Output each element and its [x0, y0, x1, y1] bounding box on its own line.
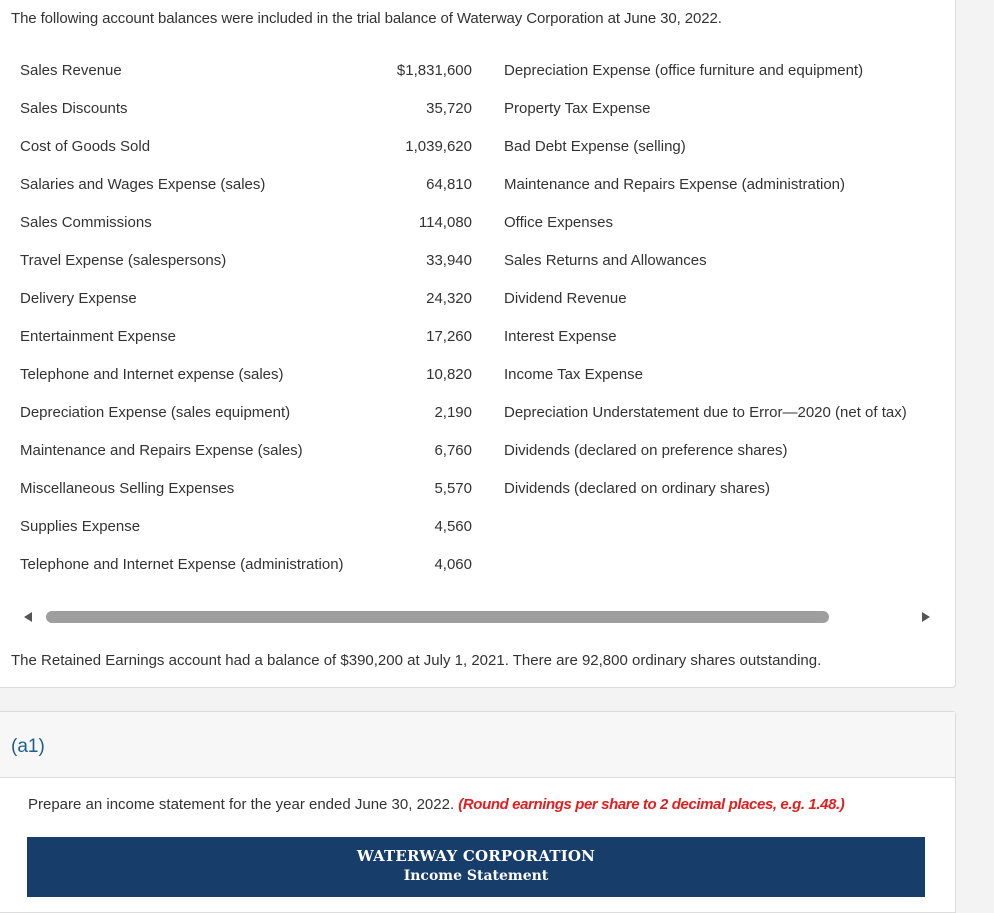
table-row — [0, 518, 955, 556]
table-row — [0, 62, 955, 100]
table-row — [0, 100, 955, 138]
horizontal-scrollbar[interactable] — [24, 609, 930, 625]
statement-title: Income Statement — [403, 868, 549, 884]
account-label-right: Income Tax Expense — [504, 366, 643, 383]
account-label-right: Maintenance and Repairs Expense (administration) — [504, 176, 846, 193]
account-label-right: Dividend Revenue — [504, 290, 627, 307]
account-amount: 6,760 — [434, 442, 472, 459]
scroll-right-arrow-icon[interactable] — [922, 612, 930, 622]
account-label: Salaries and Wages Expense (sales) — [20, 176, 266, 193]
account-label: Supplies Expense — [20, 518, 141, 535]
account-amount: 2,190 — [434, 404, 472, 421]
table-row — [0, 556, 955, 594]
table-row — [0, 480, 955, 518]
account-amount: $1,831,600 — [396, 62, 472, 79]
table-row — [0, 138, 955, 176]
account-label-right: Sales Returns and Allowances — [504, 252, 707, 269]
part-header — [0, 712, 955, 778]
instruction-main: Prepare an income statement for the year ended June 30, 2022. — [28, 796, 455, 813]
account-label: Sales Commissions — [20, 214, 152, 231]
account-label: Delivery Expense — [20, 290, 137, 307]
account-label-right: Office Expenses — [504, 214, 613, 231]
table-row — [0, 252, 955, 290]
account-label: Travel Expense (salespersons) — [20, 252, 227, 269]
account-amount: 4,060 — [434, 556, 472, 573]
account-label-right: Property Tax Expense — [504, 100, 651, 117]
table-row — [0, 404, 955, 442]
company-name: WATERWAY CORPORATION — [356, 847, 596, 865]
question-card — [0, 711, 956, 913]
account-label: Cost of Goods Sold — [20, 138, 151, 155]
part-label: (a1) — [11, 736, 45, 757]
account-label-right: Depreciation Expense (office furniture and equipment) — [504, 62, 864, 79]
account-amount: 10,820 — [426, 366, 472, 383]
account-amount: 114,080 — [418, 214, 472, 231]
account-label: Depreciation Expense (sales equipment) — [20, 404, 291, 421]
account-amount: 35,720 — [426, 100, 472, 117]
account-label-right: Interest Expense — [504, 328, 617, 345]
scrollbar-thumb[interactable] — [46, 611, 829, 623]
account-label-right: Bad Debt Expense (selling) — [504, 138, 686, 155]
table-row — [0, 290, 955, 328]
account-amount: 1,039,620 — [405, 138, 472, 155]
account-label: Entertainment Expense — [20, 328, 176, 345]
account-label: Sales Discounts — [20, 100, 128, 117]
account-label: Sales Revenue — [20, 62, 122, 79]
account-label-right: Dividends (declared on ordinary shares) — [504, 480, 770, 497]
scroll-left-arrow-icon[interactable] — [24, 612, 32, 622]
table-row — [0, 328, 955, 366]
table-row — [0, 366, 955, 404]
retained-earnings-note: The Retained Earnings account had a balance of $390,200 at July 1, 2021. There are 92,800 ordinary shares outstanding. — [11, 652, 822, 669]
table-row — [0, 176, 955, 214]
account-label: Telephone and Internet Expense (administration) — [20, 556, 344, 573]
account-amount: 4,560 — [434, 518, 472, 535]
statement-banner — [27, 837, 925, 897]
account-amount: 17,260 — [426, 328, 472, 345]
account-label: Miscellaneous Selling Expenses — [20, 480, 235, 497]
account-label-right: Depreciation Understatement due to Error—2020 (net of tax) — [504, 404, 907, 421]
account-amount: 5,570 — [434, 480, 472, 497]
rounding-note: (Round earnings per share to 2 decimal places, e.g. 1.48.) — [458, 796, 845, 813]
table-row — [0, 442, 955, 480]
instruction-text — [28, 796, 844, 813]
account-label-right: Dividends (declared on preference shares) — [504, 442, 788, 459]
account-amount: 33,940 — [426, 252, 472, 269]
account-label: Telephone and Internet expense (sales) — [20, 366, 284, 383]
account-amount: 64,810 — [426, 176, 472, 193]
account-label: Maintenance and Repairs Expense (sales) — [20, 442, 303, 459]
intro-text: The following account balances were included in the trial balance of Waterway Corporation at June 30, 2022. — [11, 10, 722, 27]
account-amount: 24,320 — [426, 290, 472, 307]
table-row — [0, 214, 955, 252]
